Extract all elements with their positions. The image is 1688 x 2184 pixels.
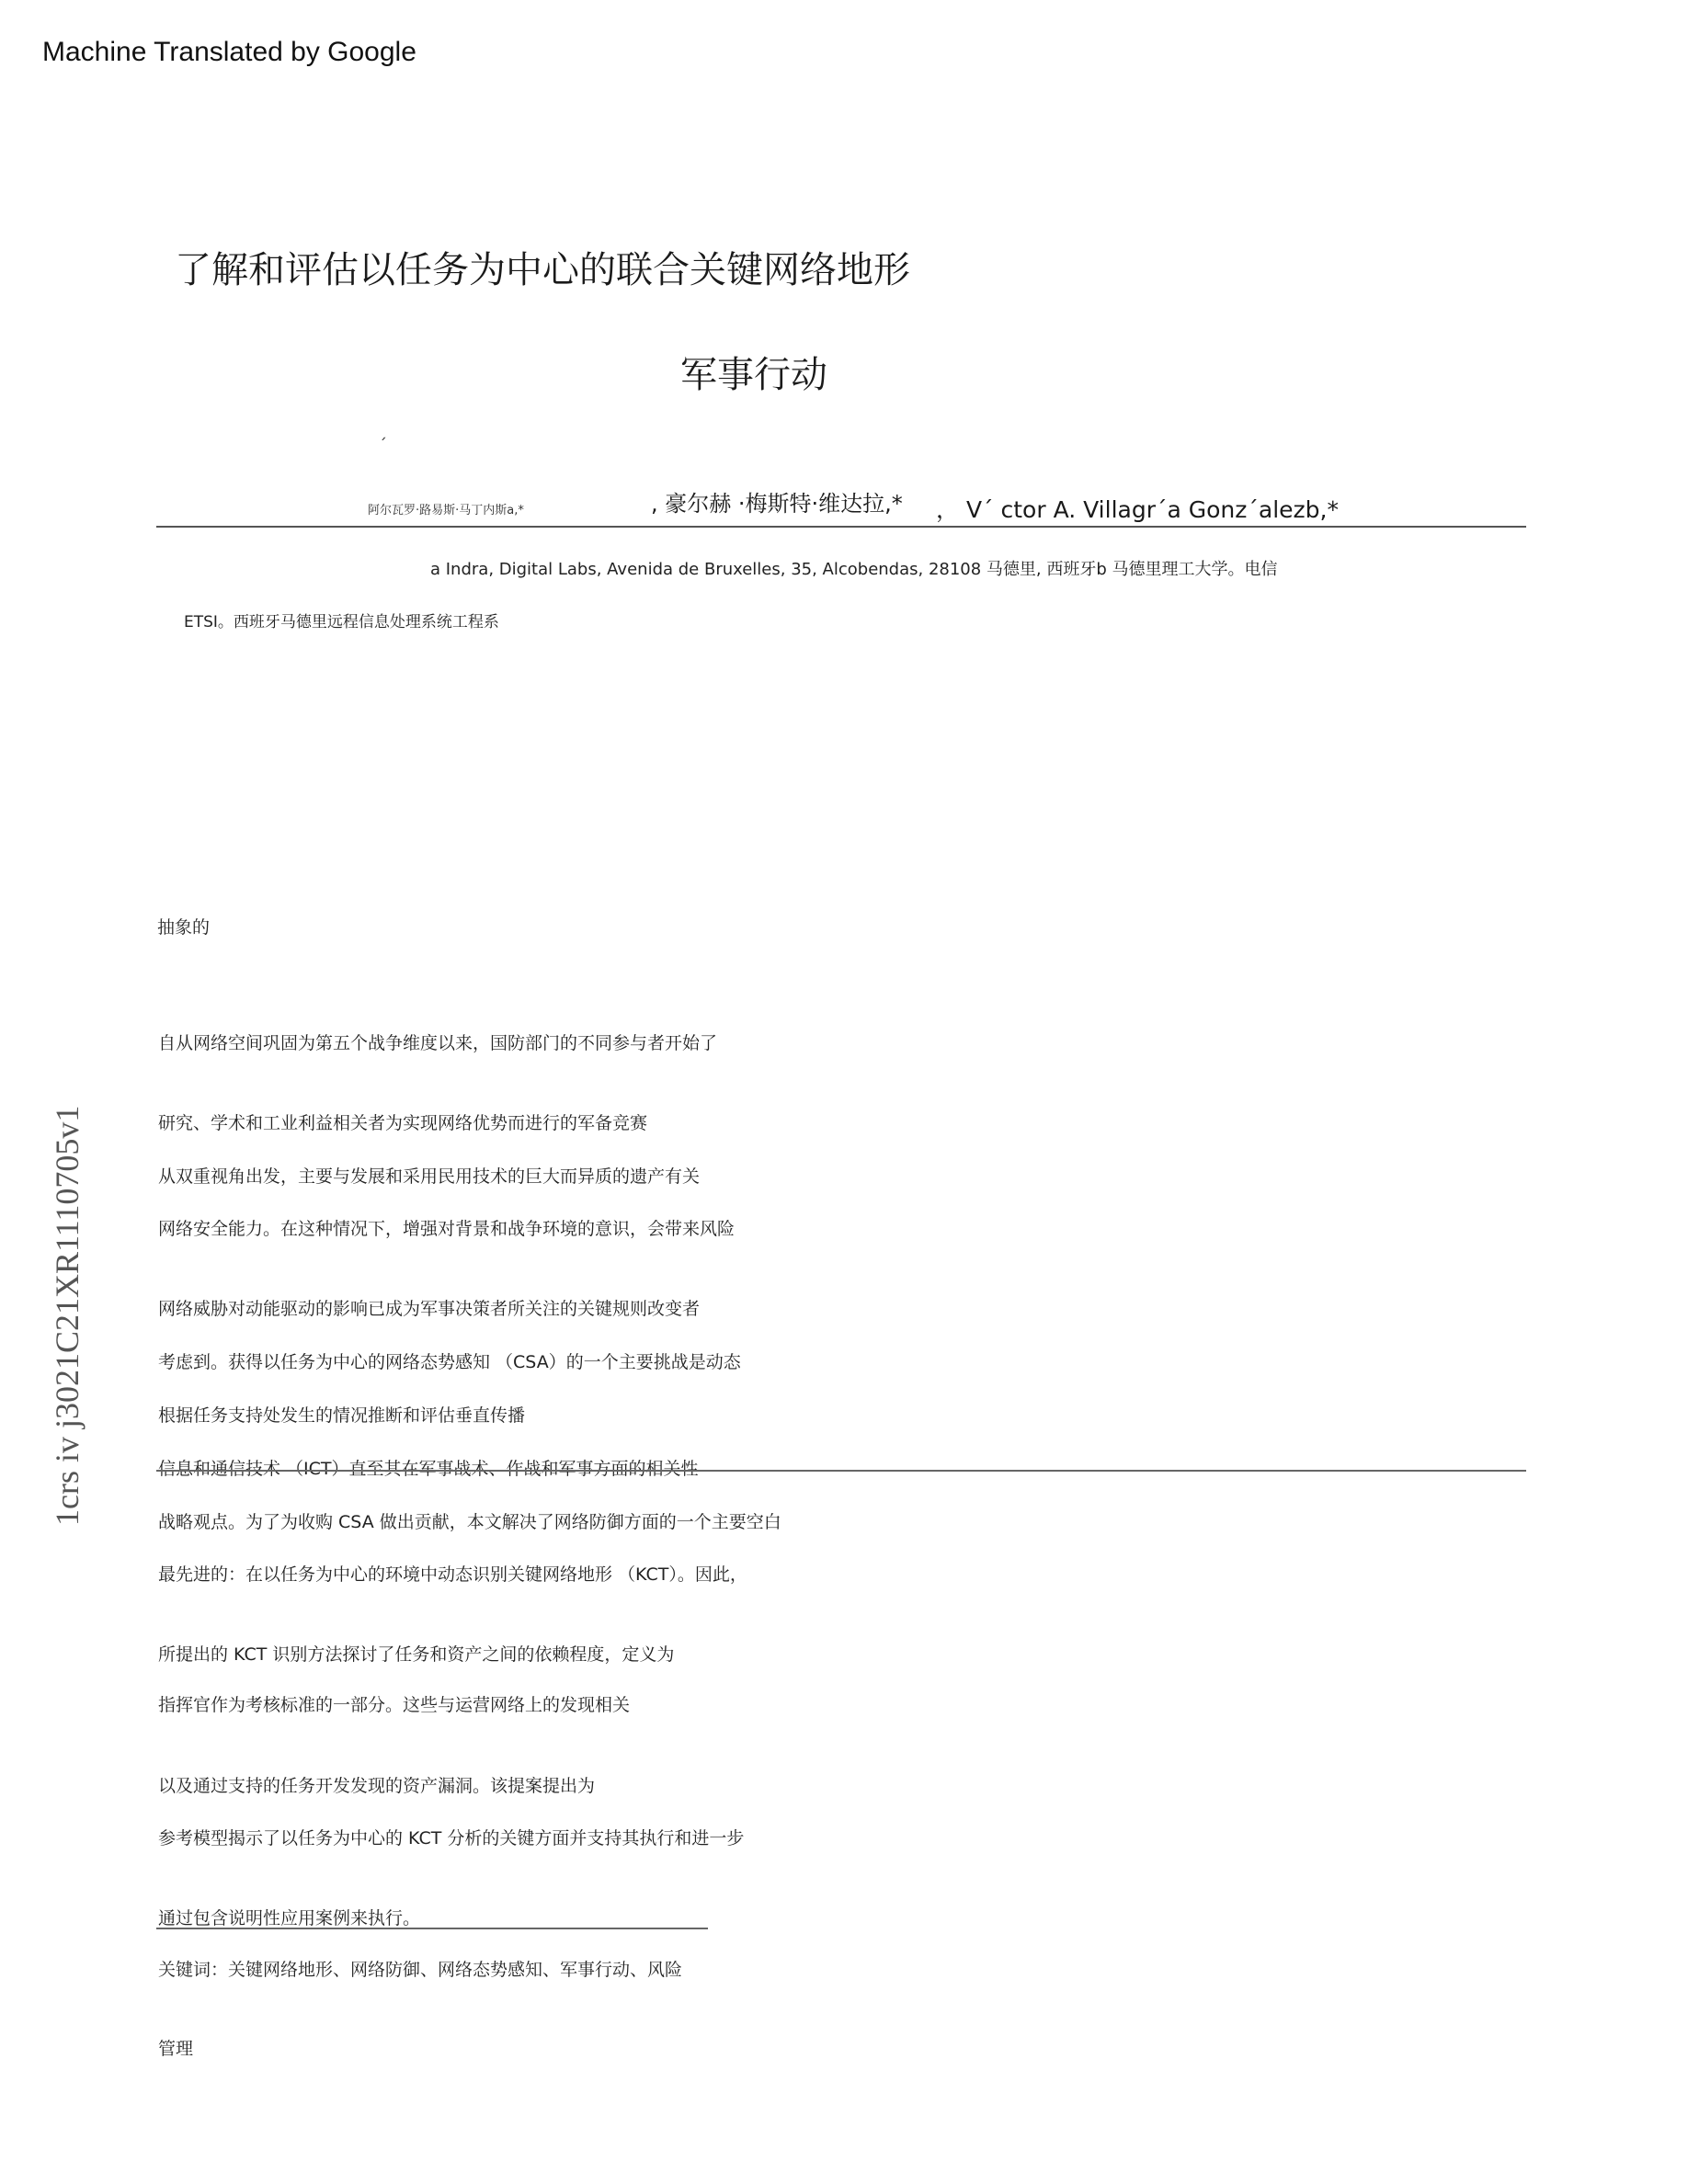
keywords-line: 关键词：关键网络地形、网络防御、网络态势感知、军事行动、风险: [158, 1960, 683, 1980]
abstract-line: 信息和通信技术 （ICT）直至其在军事战术、作战和军事方面的相关性: [158, 1459, 699, 1479]
paper-title-line2: 军事行动: [680, 354, 827, 396]
abstract-line: 从双重视角出发，主要与发展和采用民用技术的巨大而异质的遗产有关: [158, 1166, 701, 1187]
abstract-line: 参考模型揭示了以任务为中心的 KCT 分析的关键方面并支持其执行和进一步: [158, 1828, 745, 1848]
author-jorge: , 豪尔赫 ·梅斯特·维达拉,*: [651, 491, 903, 517]
abstract-line: 自从网络空间巩固为第五个战争维度以来，国防部门的不同参与者开始了: [158, 1033, 718, 1053]
arxiv-identifier: 1crs iv j3021C21XR1110705v1: [49, 1105, 86, 1526]
abstract-line: 网络安全能力。在这种情况下，增强对背景和战争环境的意识，会带来风险: [158, 1219, 736, 1239]
stray-accent-mark: ´: [379, 436, 387, 455]
affiliation-line2: ETSI。西班牙马德里远程信息处理系统工程系: [184, 613, 499, 631]
abstract-line: 最先进的：在以任务为中心的环境中动态识别关键网络地形 （KCT）。因此，: [158, 1564, 747, 1585]
paper-title-line1: 了解和评估以任务为中心的联合关键网络地形: [175, 249, 910, 291]
abstract-line: 网络威胁对动能驱动的影响已成为军事决策者所关注的关键规则改变者: [158, 1299, 701, 1319]
abstract-heading: 抽象的: [157, 917, 211, 938]
strikethrough-rule: [156, 1470, 1526, 1472]
abstract-line: 通过包含说明性应用案例来执行。: [158, 1908, 421, 1928]
author-victor: ， V´ ctor A. Villagr´a Gonz´alezb,*: [936, 496, 1339, 523]
abstract-line: 指挥官作为考核标准的一部分。这些与运营网络上的发现相关: [158, 1695, 631, 1715]
author-alvaro: 阿尔瓦罗·路易斯·马丁内斯a,*: [368, 504, 524, 518]
underline-rule: [156, 1928, 708, 1929]
abstract-line: 战略观点。为了为收购 CSA 做出贡献，本文解决了网络防御方面的一个主要空白: [158, 1512, 781, 1532]
abstract-line: 根据任务支持处发生的情况推断和评估垂直传播: [158, 1405, 526, 1426]
abstract-line: 以及通过支持的任务开发发现的资产漏洞。该提案提出为: [158, 1776, 596, 1796]
keywords-continuation: 管理: [158, 2039, 194, 2059]
affiliation-line1: a Indra, Digital Labs, Avenida de Bruxelles, 35, Alcobendas, 28108 马德里, 西班牙b 马德里理工大学。电信: [430, 560, 1278, 579]
machine-translation-watermark: Machine Translated by Google: [42, 37, 416, 67]
abstract-line: 所提出的 KCT 识别方法探讨了任务和资产之间的依赖程度，定义为: [158, 1644, 675, 1665]
header-divider: [156, 526, 1526, 528]
abstract-line: 考虑到。获得以任务为中心的网络态势感知 （CSA）的一个主要挑战是动态: [158, 1352, 741, 1372]
abstract-line: 研究、学术和工业利益相关者为实现网络优势而进行的军备竞赛: [158, 1113, 648, 1133]
